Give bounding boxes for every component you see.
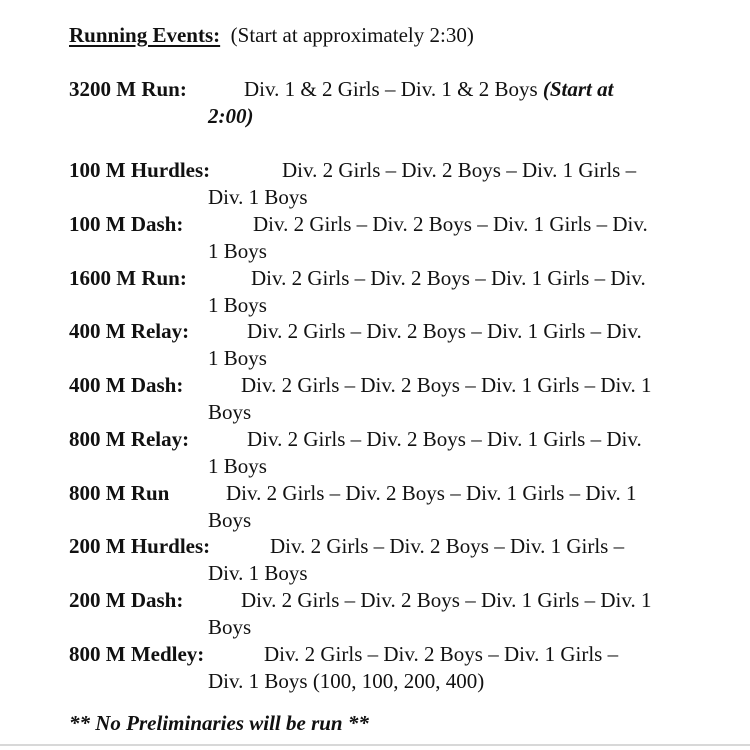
event-schedule-line-1: Div. 2 Girls – Div. 2 Boys – Div. 1 Girls – Div. — [253, 212, 648, 236]
event-100m-hurdles — [69, 157, 709, 211]
event-800m-medley — [69, 641, 709, 695]
event-name: 3200 M Run: — [69, 77, 187, 101]
event-name: 800 M Medley: — [69, 642, 205, 666]
section-heading-label: Running Events: — [69, 23, 221, 47]
event-schedule-line-1: Div. 2 Girls – Div. 2 Boys – Div. 1 Girls – Div. 1 — [241, 588, 652, 612]
event-schedule-line-2: Boys — [208, 615, 252, 639]
section-heading-note: (Start at approximately 2:30) — [230, 23, 474, 47]
event-schedule-first: Div. 1 & 2 Girls – Div. 1 & 2 Boys — [244, 77, 543, 101]
event-name: 100 M Dash: — [69, 212, 184, 236]
event-schedule-line-2: Div. 1 Boys — [208, 561, 308, 585]
footer-note: ** No Preliminaries will be run ** — [69, 711, 369, 735]
event-start-note: (Start at — [542, 77, 614, 101]
event-400m-dash — [69, 372, 709, 426]
event-schedule-line-1: Div. 2 Girls – Div. 2 Boys – Div. 1 Girls – Div. — [247, 427, 642, 451]
event-name: 400 M Relay: — [69, 319, 190, 343]
event-schedule-line-1: Div. 2 Girls – Div. 2 Boys – Div. 1 Girls – Div. — [251, 266, 646, 290]
event-name: 100 M Hurdles: — [69, 158, 211, 182]
event-name: 200 M Hurdles: — [69, 534, 211, 558]
event-schedule-line-2: 1 Boys — [208, 239, 267, 263]
event-start-time: 2:00) — [208, 104, 254, 128]
event-400m-relay — [69, 318, 709, 372]
event-name: 800 M Run — [69, 481, 170, 505]
event-schedule-line-1: Div. 2 Girls – Div. 2 Boys – Div. 1 Girls – Div. — [247, 319, 642, 343]
page-bottom-divider — [0, 744, 750, 746]
event-schedule-line-2: 1 Boys — [208, 346, 267, 370]
event-200m-hurdles — [69, 533, 709, 587]
event-schedule-line-1: Div. 2 Girls – Div. 2 Boys – Div. 1 Girls – Div. 1 — [226, 481, 637, 505]
event-schedule-line-1: Div. 2 Girls – Div. 2 Boys – Div. 1 Girls – — [282, 158, 637, 182]
event-schedule-line-1: Div. 2 Girls – Div. 2 Boys – Div. 1 Girls – — [264, 642, 619, 666]
event-name: 200 M Dash: — [69, 588, 184, 612]
event-name: 800 M Relay: — [69, 427, 190, 451]
event-schedule-line-2: 1 Boys — [208, 454, 267, 478]
event-schedule-line-2: 1 Boys — [208, 293, 267, 317]
event-800m-run — [69, 480, 709, 534]
event-name: 1600 M Run: — [69, 266, 187, 290]
event-schedule-line-1: Div. 2 Girls – Div. 2 Boys – Div. 1 Girls – Div. 1 — [241, 373, 652, 397]
event-schedule-line-2: Div. 1 Boys (100, 100, 200, 400) — [208, 669, 485, 693]
event-200m-dash — [69, 587, 709, 641]
event-100m-dash — [69, 211, 709, 265]
event-schedule-line-2: Div. 1 Boys — [208, 185, 308, 209]
event-1600m-run — [69, 265, 709, 319]
event-schedule-line-2: Boys — [208, 508, 252, 532]
event-3200m-run — [69, 76, 709, 130]
event-schedule-line-2: Boys — [208, 400, 252, 424]
event-schedule-line-1: Div. 2 Girls – Div. 2 Boys – Div. 1 Girls – — [270, 534, 625, 558]
event-name: 400 M Dash: — [69, 373, 184, 397]
event-800m-relay — [69, 426, 709, 480]
section-heading — [69, 22, 474, 49]
